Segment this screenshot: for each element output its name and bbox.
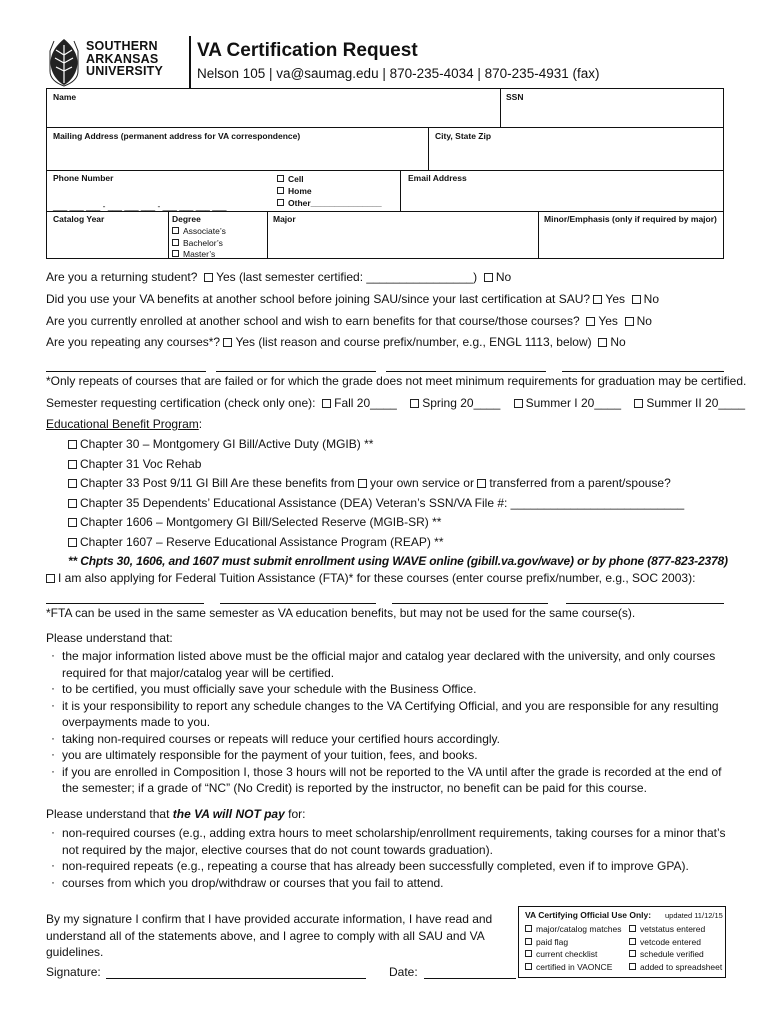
- phone-type-other[interactable]: Other_______________: [277, 197, 382, 209]
- fta-course-blank[interactable]: [46, 603, 204, 604]
- checkbox[interactable]: [634, 399, 643, 408]
- degree-masters[interactable]: Master’s: [172, 249, 226, 261]
- checkbox[interactable]: [525, 925, 532, 932]
- grid-line: [500, 88, 501, 127]
- signature-line[interactable]: [106, 978, 366, 979]
- chapter-30-option[interactable]: Chapter 30 – Montgomery GI Bill/Active Duty (MGIB) **: [68, 435, 728, 455]
- phone-type-cell[interactable]: Cell: [277, 173, 382, 185]
- grid-line: [400, 170, 401, 211]
- logo-line: ARKANSAS: [86, 51, 159, 66]
- checkbox[interactable]: [68, 518, 77, 527]
- checkbox[interactable]: [625, 317, 634, 326]
- checkbox[interactable]: [477, 479, 486, 488]
- checkbox[interactable]: [68, 499, 77, 508]
- benefit-options: [68, 435, 728, 572]
- check-paid-flag[interactable]: paid flag: [525, 936, 629, 949]
- list-item: · taking non-required courses or repeats will reduce your certified hours accordingly.: [46, 731, 726, 748]
- checkbox[interactable]: [525, 950, 532, 957]
- grid-line: [46, 127, 724, 128]
- phone-type-home[interactable]: Home: [277, 185, 382, 197]
- checkbox[interactable]: [68, 460, 77, 469]
- list-item: · non-required courses (e.g., adding extra hours to meet scholarship/enrollment requirements, taking courses for a minor that’s not required by the major, elective courses that do not count towards graduation).: [46, 825, 726, 858]
- checkbox[interactable]: [586, 317, 595, 326]
- understand-list: [46, 648, 726, 797]
- repeat-course-blank[interactable]: [46, 371, 206, 372]
- checkbox[interactable]: [46, 574, 55, 583]
- checkbox[interactable]: [172, 227, 179, 234]
- official-use-title: VA Certifying Official Use Only:: [525, 910, 652, 920]
- checkbox[interactable]: [629, 963, 636, 970]
- official-use-box: [518, 906, 726, 978]
- checkbox[interactable]: [358, 479, 367, 488]
- understand-heading: Please understand that:: [46, 631, 173, 645]
- chapter-33-option[interactable]: Chapter 33 Post 9/11 GI Bill Are these benefits from your own service or transferred from a parent/spouse?: [68, 474, 728, 494]
- checkbox[interactable]: [514, 399, 523, 408]
- grid-line: [168, 211, 169, 259]
- chapter-1607-option[interactable]: Chapter 1607 – Reserve Educational Assistance Program (REAP) **: [68, 533, 728, 553]
- not-pay-list: [46, 825, 726, 891]
- name-field[interactable]: Name: [53, 92, 77, 102]
- grid-line: [428, 127, 429, 170]
- benefit-program-heading: Educational Benefit Program:: [46, 417, 203, 431]
- signature-statement: By my signature I confirm that I have provided accurate information, I have read and understand all of the statements above, and I agree to comply with all SAU and VA guidelines.: [46, 912, 493, 959]
- checkbox[interactable]: [632, 295, 641, 304]
- fta-course-blank[interactable]: [392, 603, 548, 604]
- list-item: · if you are enrolled in Composition I, those 3 hours will not be reported to the VA until after the grade is recorded at the end of the semester; if a grade of “NC” (No Credit) is reported by the instructor, no benefit can be paid for this course.: [46, 764, 726, 797]
- checkbox[interactable]: [525, 938, 532, 945]
- list-item: · the major information listed above must be the official major and catalog year declared with the university, and only courses required for that major/catalog year will be certified.: [46, 648, 726, 681]
- degree-label: Degree: [172, 214, 201, 224]
- checkbox[interactable]: [593, 295, 602, 304]
- logo: [46, 37, 184, 87]
- checkbox[interactable]: [68, 538, 77, 547]
- semester-question: Semester requesting certification (check only one): Fall 20____ Spring 20____ Summer I 20____ Summer II 20____: [46, 396, 746, 410]
- logo-line: UNIVERSITY: [86, 64, 164, 78]
- repeat-course-blank[interactable]: [562, 371, 724, 372]
- checkbox[interactable]: [172, 239, 179, 246]
- not-pay-heading: Please understand that the VA will NOT pay for:: [46, 807, 306, 821]
- other-school-question: Did you use your VA benefits at another school before joining SAU/since your last certification at SAU? Yes No: [46, 292, 660, 306]
- logo-text: [86, 40, 163, 78]
- grid-line: [46, 170, 724, 171]
- checkbox[interactable]: [204, 273, 213, 282]
- ssn-field[interactable]: SSN: [506, 92, 524, 102]
- list-item: · courses from which you drop/withdraw or courses that you fail to attend.: [46, 875, 726, 892]
- contact-info: Nelson 105 | va@saumag.edu | 870-235-4034 | 870-235-4931 (fax): [197, 66, 600, 81]
- phone-number-field[interactable]: Phone Number: [53, 173, 114, 183]
- degree-bachelors[interactable]: Bachelor’s: [172, 238, 226, 250]
- returning-question: Are you a returning student? Yes (last semester certified: ________________) No: [46, 270, 512, 284]
- checkbox[interactable]: [322, 399, 331, 408]
- header-divider: [189, 36, 191, 88]
- form-grid: [46, 88, 724, 259]
- logo-line: SOUTHERN: [86, 39, 158, 53]
- checkbox[interactable]: [68, 440, 77, 449]
- check-schedule-verified[interactable]: schedule verified: [629, 948, 704, 961]
- phone-type-options: [277, 173, 382, 209]
- grid-line: [267, 211, 268, 259]
- check-vetstatus[interactable]: vetstatus entered: [629, 923, 705, 936]
- checkbox[interactable]: [277, 187, 284, 194]
- updated-date: updated 11/12/15: [665, 911, 723, 920]
- checkbox[interactable]: [629, 925, 636, 932]
- repeat-note: *Only repeats of courses that are failed or for which the grade does not meet minimum requirements for graduation may be certified.: [46, 374, 747, 388]
- page-title: VA Certification Request: [197, 40, 418, 61]
- enrolled-question: Are you currently enrolled at another school and wish to earn benefits for that course/those courses? Yes No: [46, 314, 652, 328]
- official-checklist: [525, 923, 725, 973]
- checkbox[interactable]: [410, 399, 419, 408]
- city-state-zip-field[interactable]: City, State Zip: [435, 131, 492, 141]
- repeat-course-blank[interactable]: [386, 371, 546, 372]
- checkbox[interactable]: [484, 273, 493, 282]
- minor-field[interactable]: Minor/Emphasis (only if required by major): [544, 214, 717, 224]
- checkbox[interactable]: [277, 199, 284, 206]
- fta-option[interactable]: I am also applying for Federal Tuition Assistance (FTA)* for these courses (enter course prefix/number, e.g., SOC 2003):: [46, 571, 695, 585]
- list-item: · to be certified, you must officially save your schedule with the Business Office.: [46, 681, 726, 698]
- grid-line: [538, 211, 539, 259]
- check-vetcode[interactable]: vetcode entered: [629, 936, 701, 949]
- check-current-checklist[interactable]: current checklist: [525, 948, 629, 961]
- list-item: · you are ultimately responsible for the payment of your tuition, fees, and books.: [46, 747, 726, 764]
- checkbox[interactable]: [629, 950, 636, 957]
- date-line[interactable]: [424, 978, 516, 979]
- fta-course-blank[interactable]: [220, 603, 376, 604]
- grid-line: [46, 211, 724, 212]
- check-major-catalog[interactable]: major/catalog matches: [525, 923, 629, 936]
- checkbox[interactable]: [223, 338, 232, 347]
- catalog-year-field[interactable]: Catalog Year: [53, 214, 105, 224]
- checkbox[interactable]: [172, 250, 179, 257]
- chapter-35-option[interactable]: Chapter 35 Dependents’ Educational Assistance (DEA) Veteran’s SSN/VA File #: __________________________: [68, 494, 728, 514]
- phone-blank[interactable]: ___ ___ ___ - ___ ___ ___ - ___ ___ ___ ___: [53, 201, 227, 211]
- degree-options: [172, 226, 226, 261]
- wave-note: ** Chpts 30, 1606, and 1607 must submit enrollment using WAVE online (gibill.va.gov/wave) or by phone (877-823-2378): [68, 554, 728, 568]
- checkbox[interactable]: [598, 338, 607, 347]
- check-certified-vaonce[interactable]: certified in VAONCE: [525, 961, 629, 974]
- fta-course-blank[interactable]: [566, 603, 724, 604]
- checkbox[interactable]: [277, 175, 284, 182]
- date-label: Date:: [389, 965, 418, 979]
- repeating-question: Are you repeating any courses*? Yes (list reason and course prefix/number, e.g., ENGL 1113, below) No: [46, 335, 626, 349]
- major-field[interactable]: Major: [273, 214, 296, 224]
- checkbox[interactable]: [629, 938, 636, 945]
- checkbox[interactable]: [68, 479, 77, 488]
- email-field[interactable]: Email Address: [408, 173, 467, 183]
- signature-label: Signature:: [46, 965, 101, 979]
- chapter-1606-option[interactable]: Chapter 1606 – Montgomery GI Bill/Selected Reserve (MGIB-SR) **: [68, 513, 728, 533]
- chapter-31-option[interactable]: Chapter 31 Voc Rehab: [68, 455, 728, 475]
- check-spreadsheet[interactable]: added to spreadsheet: [629, 961, 722, 974]
- degree-associates[interactable]: Associate’s: [172, 226, 226, 238]
- repeat-course-blank[interactable]: [216, 371, 376, 372]
- checkbox[interactable]: [525, 963, 532, 970]
- list-item: · it is your responsibility to report any schedule changes to the VA Certifying Official, and you are responsible for any resulting overpayments made to you.: [46, 698, 726, 731]
- fta-note: *FTA can be used in the same semester as VA education benefits, but may not be used for the same course(s).: [46, 606, 636, 620]
- mailing-address-field[interactable]: Mailing Address (permanent address for VA correspondence): [53, 131, 301, 141]
- list-item: · non-required repeats (e.g., repeating a course that has already been successfully completed, even if to improve GPA).: [46, 858, 726, 875]
- leaf-logo-icon: [46, 37, 82, 87]
